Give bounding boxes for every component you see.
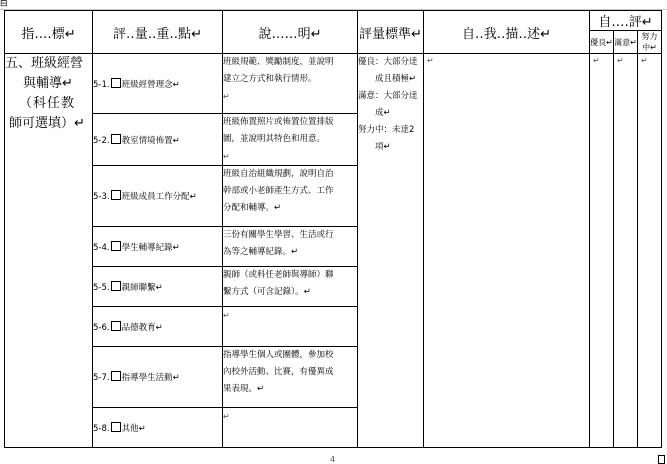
- header-standard: 評量標準↵: [358, 11, 424, 54]
- category-line: 與輔導↵: [23, 76, 73, 91]
- category-line: 五、班級經營: [5, 56, 84, 71]
- criteria-item: 5-4. 學生輔導紀錄↵: [93, 227, 223, 267]
- eval-satisfactory-cell[interactable]: ↵: [614, 54, 638, 448]
- page-corner-icon: [658, 455, 665, 464]
- checkbox[interactable]: [111, 134, 121, 144]
- collapse-icon[interactable]: ⊟: [0, 0, 8, 9]
- checkbox[interactable]: [111, 281, 121, 291]
- eval-needs-effort-cell[interactable]: ↵: [638, 54, 662, 448]
- checkbox[interactable]: [111, 371, 121, 381]
- description-cell: 親師（或科任老師與導師）聯 繫方式（可含記錄）。↵: [223, 267, 358, 307]
- header-needs-effort: 努力中↵: [638, 31, 662, 54]
- description-cell: ↵: [223, 307, 358, 347]
- description-cell: 三份有關學生學習、生活或行 為等之輔導紀錄。↵: [223, 227, 358, 267]
- self-description-cell[interactable]: ↵: [424, 54, 590, 448]
- header-description: 說‥‥‥明↵: [223, 11, 358, 54]
- checkbox[interactable]: [111, 422, 121, 432]
- criteria-item: 5-3. 班級成員工作分配↵: [93, 166, 223, 227]
- criteria-item: 5-5. 親師聯繫↵: [93, 267, 223, 307]
- checkbox[interactable]: [111, 78, 121, 88]
- description-cell: ↵: [223, 408, 358, 448]
- header-satisfactory: 滿意↵: [614, 31, 638, 54]
- page-number: 4: [330, 455, 336, 464]
- description-cell: 班級規範、獎勵制度，並說明 建立之方式和執行情形。 ↵: [223, 54, 358, 114]
- category-cell: [5, 54, 93, 448]
- ruler-line: [0, 0, 667, 10]
- header-excellent: 優良↵: [590, 31, 614, 54]
- header-criteria: 評‥量‥重‥點↵: [93, 11, 223, 54]
- eval-excellent-cell[interactable]: ↵: [590, 54, 614, 448]
- criteria-item: 5-8. 其他↵: [93, 408, 223, 448]
- page-footer: [0, 455, 667, 464]
- description-cell: 班級佈置照片或佈置位置排版 圖，並說明其特色和用意。 ↵: [223, 114, 358, 166]
- criteria-item: 5-6. 品德教育↵: [93, 307, 223, 347]
- checkbox[interactable]: [111, 190, 121, 200]
- checkbox[interactable]: [111, 321, 121, 331]
- standard-cell: 優良：大部分逹 成且積極↵ 滿意：大部分逹 成↵ 努力中：未逹2 項↵: [358, 54, 424, 448]
- category-line: （科任教: [19, 96, 76, 111]
- criteria-item: 5-2. 教室情境佈置↵: [93, 114, 223, 166]
- criteria-item: 5-1. 班級經營理念↵: [93, 54, 223, 114]
- description-cell: 指導學生個人或團體，參加校 內校外活動、比賽，有優異成 果表現。↵: [223, 347, 358, 408]
- criteria-item: 5-7. 指導學生活動↵: [93, 347, 223, 408]
- description-cell: 班級自治組織規劃，說明自治 幹部或小老師產生方式、工作 分配和輔導。↵: [223, 166, 358, 227]
- header-indicator: 指‥‥標↵: [5, 11, 93, 54]
- evaluation-table: [4, 10, 662, 448]
- category-line: 師可選填）↵: [9, 116, 85, 131]
- checkbox[interactable]: [111, 241, 121, 251]
- header-self-evaluation: 自‥‥評↵: [590, 11, 662, 31]
- header-self-description: 自‥我‥描‥述↵: [424, 11, 590, 54]
